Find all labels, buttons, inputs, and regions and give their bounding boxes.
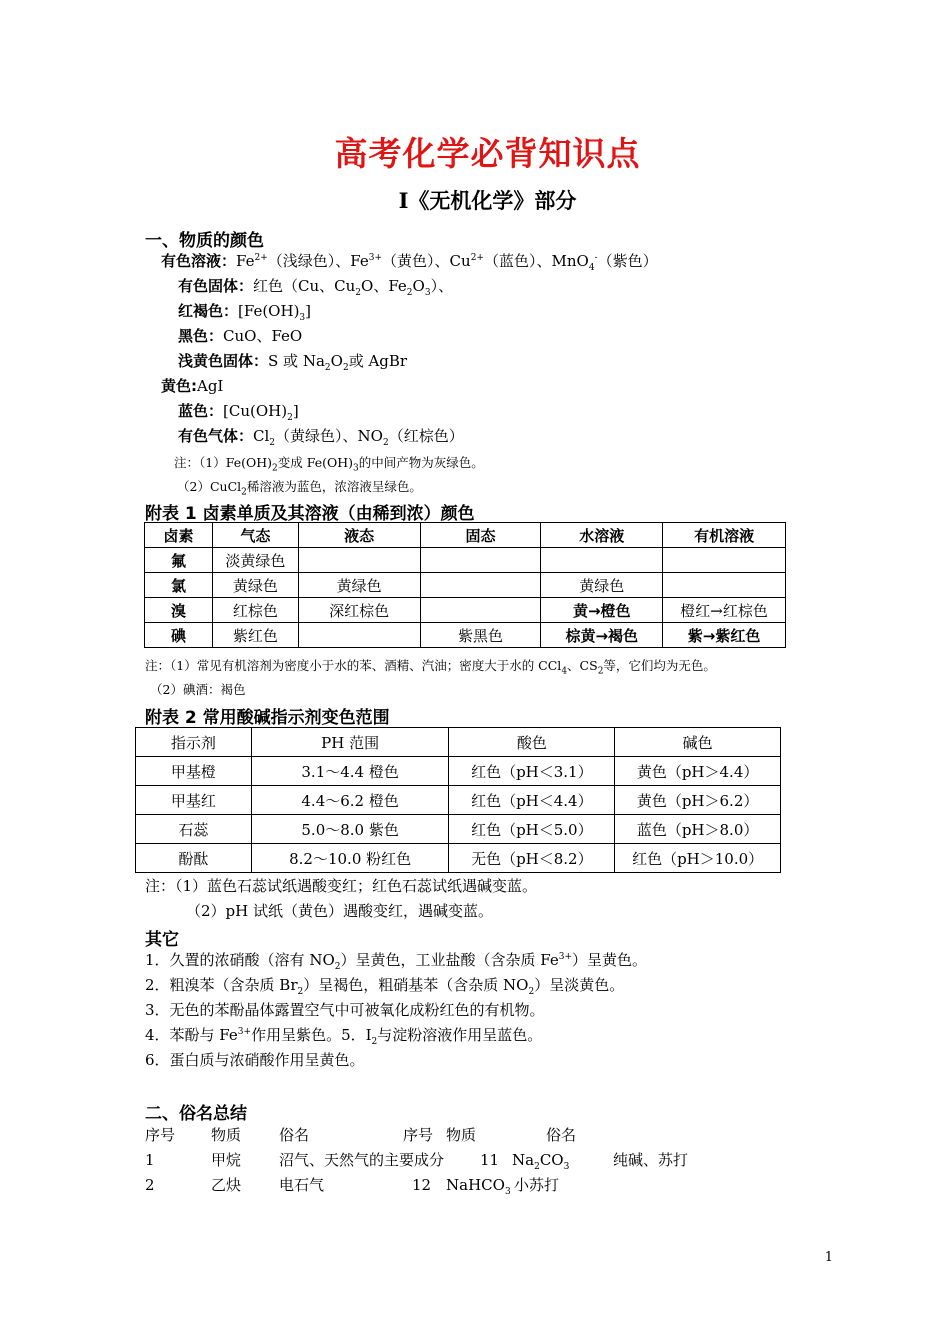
table2-caption: 附表 2 常用酸碱指示剂变色范围 [145, 708, 390, 728]
table-header-cell: 水溶液 [541, 523, 663, 548]
table-cell: 氟 [145, 548, 213, 573]
table-cell: 黄→橙色 [541, 598, 663, 623]
names-row-1-substance-2: $Na_2CO_3$ [512, 1151, 570, 1172]
table-cell: 紫→紫红色 [663, 623, 786, 648]
colored-solutions-line: 有色溶液：$Fe^{2+}$（浅绿色）、$Fe^{3+}$（黄色）、$Cu^{2+}$（蓝色）、MnO$_4$-（紫色） [161, 252, 658, 273]
names-row-2-substance: 乙炔 [211, 1176, 242, 1194]
table-row [136, 786, 781, 815]
other-item-1: 1．久置的浓硝酸（溶有 $NO_2$）呈黄色，工业盐酸（含杂质 $Fe^{3+}$）呈黄色。 [145, 951, 648, 972]
indicator-table [135, 727, 781, 873]
table-cell: 红色（pH＜5.0） [449, 815, 615, 844]
table-header-row [136, 728, 781, 757]
table-cell: 紫黑色 [420, 623, 541, 648]
names-row-1-name-2: 纯碱、苏打 [613, 1151, 689, 1169]
table-header-cell: 液态 [298, 523, 420, 548]
table-cell [663, 573, 786, 598]
table-header-cell: PH 范围 [251, 728, 449, 757]
section-heading-colors: 一、物质的颜色 [145, 231, 264, 251]
table-row [136, 757, 781, 786]
section-subtitle: I《无机化学》部分 [398, 188, 577, 213]
table-cell: 黄绿色 [541, 573, 663, 598]
table-header-cell: 气态 [212, 523, 298, 548]
names-header-name: 俗名 [279, 1126, 310, 1144]
names-row-2-substance-2: NaHCO$_3$ [446, 1176, 511, 1197]
table-cell: 碘 [145, 623, 213, 648]
names-row-1-no-2: 11 [480, 1151, 500, 1169]
names-header-substance: 物质 [211, 1126, 242, 1144]
table-cell: 溴 [145, 598, 213, 623]
other-item-4: 4．苯酚与 $Fe^{3+}$作用呈紫色。5．$I_2$与淀粉溶液作用呈蓝色。 [145, 1026, 543, 1047]
other-item-6: 6．蛋白质与浓硝酸作用呈黄色。 [145, 1051, 365, 1069]
table1-caption: 附表 1 卤素单质及其溶液（由稀到浓）颜色 [145, 504, 475, 524]
table-cell [420, 548, 541, 573]
table-header-cell: 卤素 [145, 523, 213, 548]
table2-note-2: （2）pH 试纸（黄色）遇酸变红，遇碱变蓝。 [186, 902, 493, 920]
table-cell [298, 623, 420, 648]
names-header-substance-2: 物质 [446, 1126, 477, 1144]
names-row-2-name: 电石气 [279, 1176, 325, 1194]
table-cell [420, 573, 541, 598]
table-cell: 深红棕色 [298, 598, 420, 623]
table-cell [541, 548, 663, 573]
table-cell: 红色（pH＞10.0） [615, 844, 781, 873]
table-header-cell: 碱色 [615, 728, 781, 757]
note-2: （2）CuCl$_2$稀溶液为蓝色，浓溶液呈绿色。 [177, 479, 422, 498]
table-cell: 黄绿色 [298, 573, 420, 598]
table-header-cell: 指示剂 [136, 728, 252, 757]
light-yellow-solid-line: 浅黄色固体：S 或 $Na_2O_2$或 AgBr [178, 352, 408, 373]
names-row-1-substance: 甲烷 [211, 1151, 242, 1169]
page-number: 1 [824, 1250, 833, 1265]
table-cell: 黄色（pH＞4.4） [615, 757, 781, 786]
note-1: 注：$(1)Fe(OH)_2$变成 $Fe(OH)_3$的中间产物为灰绿色。 [174, 455, 484, 474]
table-row [136, 844, 781, 873]
section-heading-common-names: 二、俗名总结 [145, 1104, 247, 1124]
table-cell [663, 548, 786, 573]
table1-note-1: 注：（1）常见有机溶剂为密度小于水的苯、酒精、汽油；密度大于水的 CCl$_4$、$CS_2$等，它们均为无色。 [145, 658, 716, 677]
names-header-no: 序号 [145, 1126, 176, 1144]
names-row-2-no: 2 [145, 1176, 155, 1194]
table-cell: 石蕊 [136, 815, 252, 844]
table-cell: 8.2～10.0 粉红色 [251, 844, 449, 873]
other-item-2: 2．粗溴苯（含杂质 $Br_2$）呈褐色，粗硝基苯（含杂质 $NO_2$）呈淡黄色。 [145, 976, 625, 997]
table-cell: 蓝色（pH＞8.0） [615, 815, 781, 844]
halogen-color-table [144, 522, 786, 648]
table-cell: 红色（pH＜4.4） [449, 786, 615, 815]
blue-line: 蓝色：$[Cu(OH)_2]$ [178, 402, 299, 423]
black-line: 黑色：CuO、FeO [178, 327, 303, 345]
table-header-cell: 酸色 [449, 728, 615, 757]
table-cell [420, 598, 541, 623]
table-cell: 氯 [145, 573, 213, 598]
page-title: 高考化学必背知识点 [334, 134, 641, 173]
table-cell: 橙红→红棕色 [663, 598, 786, 623]
table-cell: 红色（pH＜3.1） [449, 757, 615, 786]
table-cell: 紫红色 [212, 623, 298, 648]
table-cell: 无色（pH＜8.2） [449, 844, 615, 873]
table-cell: 3.1～4.4 橙色 [251, 757, 449, 786]
table-cell: 5.0～8.0 紫色 [251, 815, 449, 844]
table-cell: 甲基红 [136, 786, 252, 815]
names-header-name-2: 俗名 [546, 1126, 577, 1144]
table-cell: 淡黄绿色 [212, 548, 298, 573]
table-cell: 红棕色 [212, 598, 298, 623]
table2-note-1: 注：（1）蓝色石蕊试纸遇酸变红；红色石蕊试纸遇碱变蓝。 [145, 877, 538, 895]
table-header-cell: 有机溶液 [663, 523, 786, 548]
names-row-1-no: 1 [145, 1151, 155, 1169]
table-row [145, 623, 786, 648]
names-row-2-name-2: 小苏打 [514, 1176, 560, 1194]
table-row [136, 815, 781, 844]
table-cell: 棕黄→褐色 [541, 623, 663, 648]
names-header-no-2: 序号 [403, 1126, 434, 1144]
names-row-1-name: 沼气、天然气的主要成分 [279, 1151, 445, 1169]
table-cell [298, 548, 420, 573]
table-row [145, 598, 786, 623]
names-row-2-no-2: 12 [412, 1176, 432, 1194]
table-row [145, 548, 786, 573]
colored-solids-line: 有色固体：红色（Cu、$Cu_2O$、$Fe_2O_3$）、 [178, 277, 454, 298]
other-item-3: 3．无色的苯酚晶体露置空气中可被氧化成粉红色的有机物。 [145, 1001, 545, 1019]
other-heading: 其它 [145, 930, 179, 950]
colored-gases-line: 有色气体：$Cl_2$（黄绿色）、$NO_2$（红棕色） [178, 427, 464, 448]
table-cell: 甲基橙 [136, 757, 252, 786]
table1-note-2: （2）碘酒：褐色 [150, 682, 246, 697]
table-cell: 4.4～6.2 橙色 [251, 786, 449, 815]
table-header-cell: 固态 [420, 523, 541, 548]
table-header-row [145, 523, 786, 548]
table-cell: 黄色（pH＞6.2） [615, 786, 781, 815]
yellow-line: 黄色:AgI [161, 377, 224, 395]
table-cell: 黄绿色 [212, 573, 298, 598]
red-brown-line: 红褐色：$[Fe(OH)_3]$ [178, 302, 312, 323]
table-row [145, 573, 786, 598]
table-cell: 酚酞 [136, 844, 252, 873]
